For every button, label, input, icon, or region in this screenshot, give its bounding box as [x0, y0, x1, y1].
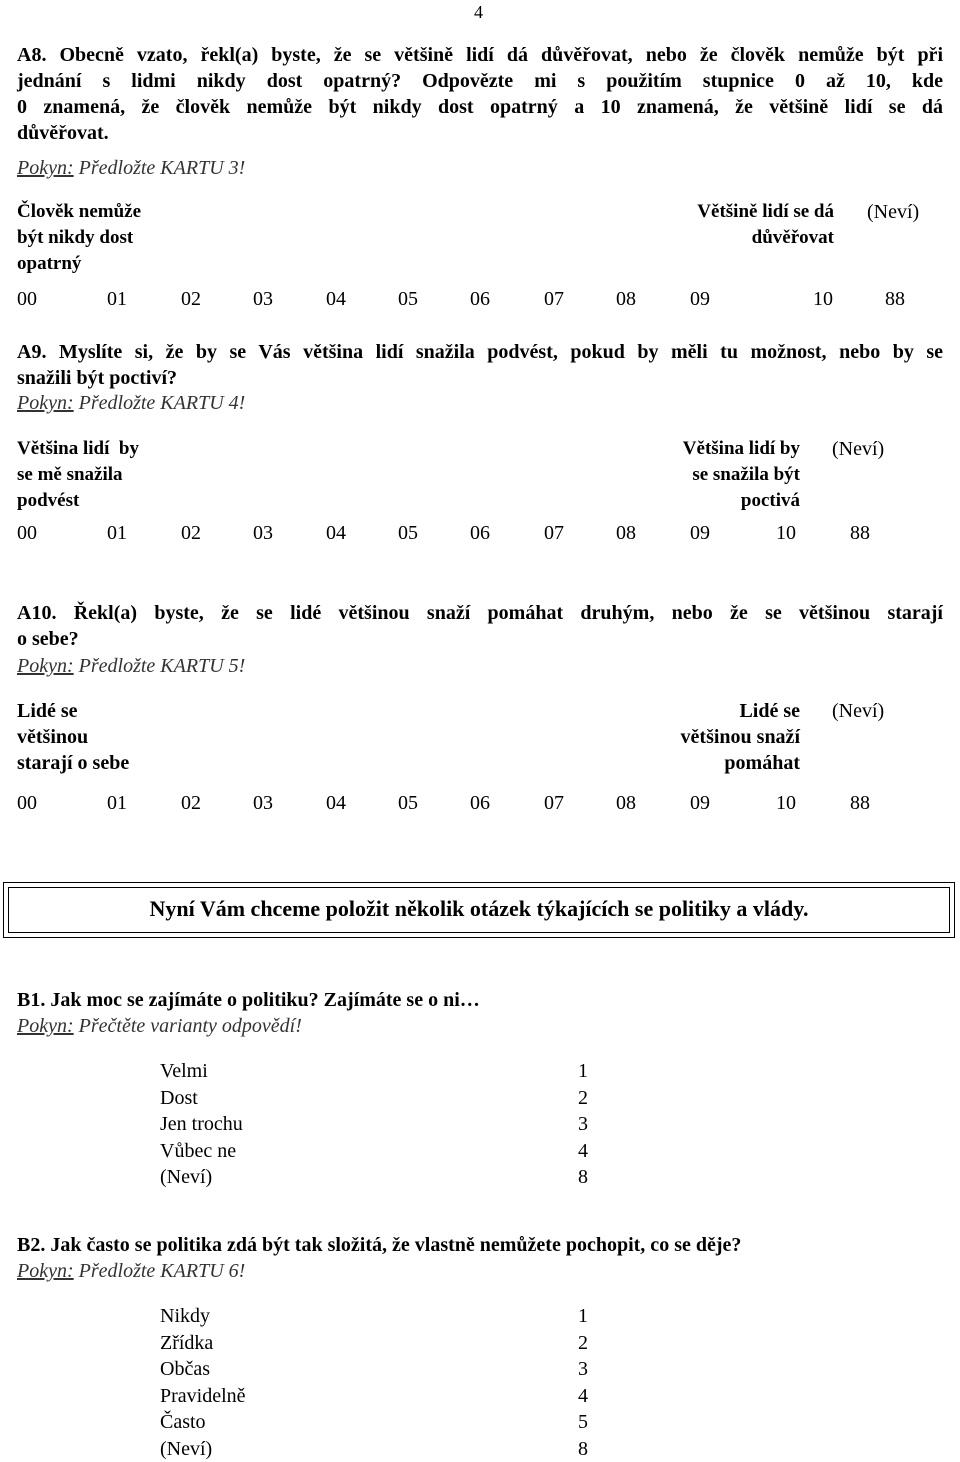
option-row [160, 1085, 590, 1112]
scale-left-anchor-a10 [17, 698, 129, 776]
option-label: Nikdy [160, 1305, 210, 1327]
options-b1 [160, 1058, 590, 1191]
scale-right-anchor-a8 [640, 199, 834, 251]
scale-value: 00 [17, 792, 37, 814]
scale-value: 01 [107, 792, 127, 814]
anchor-line: se snažila být [692, 464, 800, 485]
question-b2: B2. Jak často se politika zdá být tak složitá, že vlastně nemůžete pochopit, co se děje? [17, 1234, 742, 1256]
instruction-text: Předložte KARTU 4! [78, 392, 246, 414]
section-heading: Nyní Vám chceme položit několik otázek týkajících se politiky a vlády. [149, 896, 809, 921]
option-code: 2 [578, 1086, 588, 1109]
instruction-b1 [17, 1013, 302, 1039]
instruction-label: Pokyn: [17, 157, 74, 179]
scale-left-anchor-a8 [17, 199, 141, 277]
scale-value: 04 [326, 522, 346, 544]
anchor-line: být nikdy dost [17, 227, 134, 248]
scale-value: 09 [690, 522, 710, 544]
scale-dk-a9: (Neví) [832, 438, 885, 460]
scale-value: 88 [850, 792, 870, 814]
option-code: 8 [578, 1166, 588, 1188]
scale-value: 08 [616, 288, 636, 310]
question-a10 [17, 600, 943, 652]
instruction-label: Pokyn: [17, 655, 74, 677]
anchor-line: většinou [17, 726, 89, 748]
question-a10-line1: A10. Řekl(a) byste, že se lidé většinou snaží pomáhat druhým, nebo že se většinou starají [17, 602, 943, 624]
option-row [160, 1111, 590, 1138]
scale-value: 10 [776, 522, 796, 544]
instruction-label: Pokyn: [17, 392, 74, 414]
anchor-line: opatrný [17, 253, 82, 274]
option-code: 2 [578, 1331, 588, 1354]
instruction-a9 [17, 390, 245, 416]
option-row [160, 1058, 590, 1085]
option-row [160, 1409, 590, 1436]
scale-value: 06 [470, 792, 490, 814]
scale-value: 06 [470, 288, 490, 310]
anchor-line: Většině lidí se dá [697, 201, 834, 222]
scale-value: 08 [616, 522, 636, 544]
instruction-text: Předložte KARTU 3! [78, 157, 246, 179]
scale-value: 00 [17, 522, 37, 544]
scale-value: 02 [181, 522, 201, 544]
scale-value: 10 [776, 792, 796, 814]
instruction-a8 [17, 155, 245, 181]
scale-value: 02 [181, 288, 201, 310]
scale-value: 03 [253, 792, 273, 814]
scale-value: 10 [813, 288, 833, 310]
scale-dk-a10: (Neví) [832, 700, 885, 722]
instruction-label: Pokyn: [17, 1260, 74, 1282]
page-number: 4 [474, 2, 483, 22]
option-label: Jen trochu [160, 1113, 243, 1135]
option-label: Zřídka [160, 1331, 214, 1354]
option-label: Dost [160, 1086, 198, 1109]
option-label: Vůbec ne [160, 1139, 237, 1162]
scale-values-a8 [0, 286, 960, 312]
anchor-line: se mě snažila [17, 464, 123, 485]
scale-value: 07 [544, 522, 564, 544]
instruction-text: Předložte KARTU 5! [78, 655, 246, 677]
anchor-line: Většina lidí by [17, 438, 139, 459]
scale-value: 07 [544, 792, 564, 814]
option-row [160, 1164, 590, 1191]
option-code: 3 [578, 1358, 588, 1380]
scale-left-anchor-a9 [17, 436, 139, 514]
scale-dk-a8: (Neví) [867, 201, 920, 223]
scale-value: 04 [326, 288, 346, 310]
anchor-line: podvést [17, 490, 80, 511]
scale-value: 09 [690, 288, 710, 310]
anchor-line: poctivá [740, 490, 800, 511]
question-a9-line2: snažili být poctiví? [17, 367, 178, 389]
option-row [160, 1330, 590, 1357]
anchor-line: důvěřovat [751, 227, 834, 248]
anchor-line: Většina lidí by [682, 438, 800, 459]
scale-value: 06 [470, 522, 490, 544]
section-heading-box [3, 882, 955, 938]
option-label: Občas [160, 1358, 210, 1380]
scale-value: 03 [253, 522, 273, 544]
question-a9-line1: A9. Myslíte si, že by se Vás většina lidí snažila podvést, pokud by měli tu možnost, nebo by se [17, 341, 943, 363]
instruction-text: Přečtěte varianty odpovědí! [78, 1015, 302, 1037]
option-code: 4 [578, 1384, 588, 1407]
question-a10-line2: o sebe? [17, 628, 79, 650]
instruction-b2 [17, 1258, 245, 1284]
scale-value: 00 [17, 288, 37, 310]
scale-values-a10 [0, 790, 960, 816]
question-b1: B1. Jak moc se zajímáte o politiku? Zajímáte se o ni… [17, 989, 480, 1011]
option-label: Často [160, 1411, 206, 1433]
question-a8 [17, 42, 943, 146]
question-a8-line2: jednání s lidmi nikdy dost opatrný? Odpovězte mi s použitím stupnice 0 až 10, kde [17, 70, 943, 92]
option-row [160, 1383, 590, 1410]
instruction-a10 [17, 653, 245, 679]
scale-value: 88 [850, 522, 870, 544]
scale-value: 05 [398, 792, 418, 814]
anchor-line: Člověk nemůže [17, 201, 142, 222]
anchor-line: pomáhat [724, 752, 800, 774]
scale-value: 05 [398, 522, 418, 544]
option-code: 3 [578, 1113, 588, 1135]
scale-value: 88 [885, 288, 905, 310]
question-a8-line3: 0 znamená, že člověk nemůže být nikdy dost opatrný a 10 znamená, že většině lidí se dá [17, 96, 943, 118]
anchor-line: většinou snaží [680, 726, 800, 748]
instruction-label: Pokyn: [17, 1015, 74, 1037]
option-code: 8 [578, 1437, 588, 1460]
option-code: 1 [578, 1305, 588, 1327]
scale-right-anchor-a9 [640, 436, 800, 514]
scale-right-anchor-a10 [640, 698, 800, 776]
question-a8-line1: A8. Obecně vzato, řekl(a) byste, že se většině lidí dá důvěřovat, nebo že člověk nemůže být při [17, 44, 943, 66]
scale-values-a9 [0, 520, 960, 546]
question-a8-line4: důvěřovat. [17, 122, 109, 144]
option-code: 4 [578, 1139, 588, 1162]
option-label: (Neví) [160, 1437, 213, 1460]
instruction-text: Předložte KARTU 6! [78, 1260, 246, 1282]
anchor-line: starají o sebe [17, 752, 130, 774]
option-row [160, 1356, 590, 1383]
scale-value: 09 [690, 792, 710, 814]
anchor-line: Lidé se [17, 700, 78, 722]
anchor-line: Lidé se [739, 700, 800, 722]
option-row [160, 1138, 590, 1165]
option-row [160, 1303, 590, 1330]
scale-value: 01 [107, 288, 127, 310]
option-label: (Neví) [160, 1166, 213, 1188]
scale-value: 08 [616, 792, 636, 814]
scale-value: 02 [181, 792, 201, 814]
option-code: 1 [578, 1060, 588, 1082]
option-row [160, 1436, 590, 1462]
question-a9 [17, 339, 943, 391]
scale-value: 04 [326, 792, 346, 814]
scale-value: 03 [253, 288, 273, 310]
option-label: Velmi [160, 1060, 208, 1082]
scale-value: 07 [544, 288, 564, 310]
option-label: Pravidelně [160, 1384, 246, 1407]
scale-value: 05 [398, 288, 418, 310]
option-code: 5 [578, 1411, 588, 1433]
scale-value: 01 [107, 522, 127, 544]
options-b2 [160, 1303, 590, 1462]
